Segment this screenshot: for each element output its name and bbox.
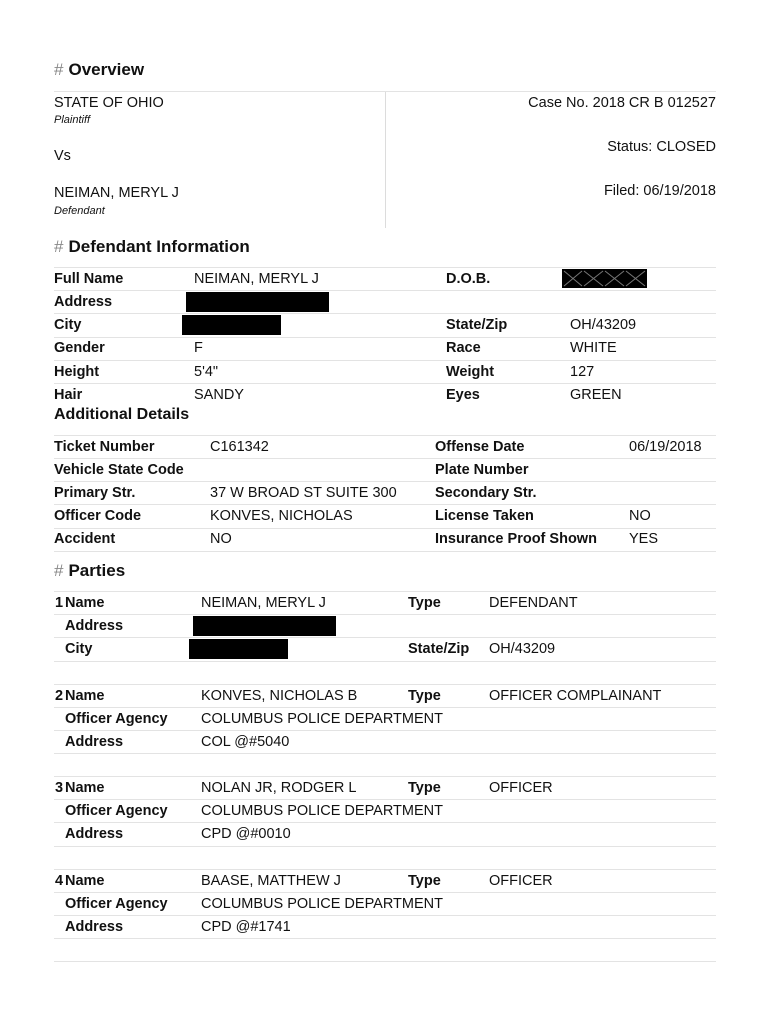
label-license-taken: License Taken <box>435 508 534 524</box>
redacted-city <box>182 315 281 335</box>
label-height: Height <box>54 364 100 380</box>
value-accident: NO <box>210 531 232 547</box>
value-state-zip: OH/43209 <box>570 317 637 333</box>
party-4-address: CPD @#1741 <box>201 919 291 935</box>
label-hair: Hair <box>54 387 83 403</box>
value-officer-code: KONVES, NICHOLAS <box>210 508 353 524</box>
party-3-agency: COLUMBUS POLICE DEPARTMENT <box>201 803 443 819</box>
hash-icon: # <box>54 237 64 256</box>
party-3-number: 3 <box>55 780 64 796</box>
party-1-state-zip: OH/43209 <box>489 641 556 657</box>
label-plate-number: Plate Number <box>435 462 529 478</box>
party-4-label-type: Type <box>408 873 441 889</box>
label-full-name: Full Name <box>54 271 124 287</box>
party-1-number: 1 <box>55 595 64 611</box>
value-full-name: NEIMAN, MERYL J <box>194 271 319 287</box>
party-3-type: OFFICER <box>489 780 553 796</box>
defendant-info-heading: # Defendant Information <box>54 237 250 256</box>
party-4-label-address: Address <box>65 919 124 935</box>
party-4-name: BAASE, MATTHEW J <box>201 873 341 889</box>
case-number: Case No. 2018 CR B 012527 <box>528 95 716 111</box>
label-dob: D.O.B. <box>446 271 491 287</box>
plaintiff-role: Plaintiff <box>54 114 91 126</box>
value-hair: SANDY <box>194 387 244 403</box>
value-primary-street: 37 W BROAD ST SUITE 300 <box>210 485 397 501</box>
overview-heading: # Overview <box>54 60 145 79</box>
redacted-dob <box>562 269 647 288</box>
label-state-zip: State/Zip <box>446 317 508 333</box>
plaintiff-name: STATE OF OHIO <box>54 95 164 111</box>
label-insurance-proof: Insurance Proof Shown <box>435 531 597 547</box>
defendant-role: Defendant <box>54 205 105 217</box>
party-2-name: KONVES, NICHOLAS B <box>201 688 358 704</box>
party-1-type: DEFENDANT <box>489 595 578 611</box>
label-weight: Weight <box>446 364 495 380</box>
label-primary-street: Primary Str. <box>54 485 136 501</box>
additional-details-heading: Additional Details <box>54 406 190 423</box>
case-status: Status: CLOSED <box>607 139 716 155</box>
label-officer-code: Officer Code <box>54 508 142 524</box>
filed-date: Filed: 06/19/2018 <box>603 183 716 199</box>
value-ticket-number: C161342 <box>210 439 269 455</box>
value-weight: 127 <box>570 364 595 380</box>
parties-heading: # Parties <box>54 561 126 580</box>
value-offense-date: 06/19/2018 <box>629 439 702 455</box>
party-3-label-address: Address <box>65 826 124 842</box>
party-1-label-city: City <box>65 641 93 657</box>
value-race: WHITE <box>570 340 617 356</box>
hash-icon: # <box>54 60 64 79</box>
party-2-number: 2 <box>55 688 64 704</box>
party-3-label-type: Type <box>408 780 441 796</box>
label-city: City <box>54 317 82 333</box>
party-3-address: CPD @#0010 <box>201 826 291 842</box>
party-2-address: COL @#5040 <box>201 734 290 750</box>
party-1-label-state-zip: State/Zip <box>408 641 470 657</box>
party-2-agency: COLUMBUS POLICE DEPARTMENT <box>201 711 443 727</box>
label-address: Address <box>54 294 113 310</box>
party-1-redacted-city <box>189 639 288 659</box>
versus-label: Vs <box>54 148 71 164</box>
value-eyes: GREEN <box>570 387 622 403</box>
party-3-label-name: Name <box>65 780 105 796</box>
label-secondary-street: Secondary Str. <box>435 485 537 501</box>
party-4-label-agency: Officer Agency <box>65 896 168 912</box>
value-insurance-proof: YES <box>629 531 659 547</box>
label-accident: Accident <box>54 531 116 547</box>
party-2-label-agency: Officer Agency <box>65 711 168 727</box>
label-race: Race <box>446 340 481 356</box>
redaction-marks-icon <box>562 269 647 288</box>
redacted-address <box>186 292 329 312</box>
value-height: 5'4" <box>194 364 219 380</box>
value-license-taken: NO <box>629 508 651 524</box>
party-2-label-name: Name <box>65 688 105 704</box>
party-1-name: NEIMAN, MERYL J <box>201 595 326 611</box>
party-1-label-name: Name <box>65 595 105 611</box>
party-4-number: 4 <box>55 873 64 889</box>
label-vehicle-state-code: Vehicle State Code <box>54 462 184 478</box>
party-2-label-type: Type <box>408 688 441 704</box>
party-2-label-address: Address <box>65 734 124 750</box>
party-1-label-type: Type <box>408 595 441 611</box>
value-gender: F <box>194 340 203 356</box>
label-eyes: Eyes <box>446 387 480 403</box>
party-4-type: OFFICER <box>489 873 553 889</box>
hash-icon: # <box>54 561 64 580</box>
party-4-label-name: Name <box>65 873 105 889</box>
party-1-label-address: Address <box>65 618 124 634</box>
party-4-agency: COLUMBUS POLICE DEPARTMENT <box>201 896 443 912</box>
party-3-label-agency: Officer Agency <box>65 803 168 819</box>
party-1-redacted-address <box>193 616 336 636</box>
party-2-type: OFFICER COMPLAINANT <box>489 688 662 704</box>
party-3-name: NOLAN JR, RODGER L <box>201 780 357 796</box>
label-ticket-number: Ticket Number <box>54 439 155 455</box>
label-gender: Gender <box>54 340 105 356</box>
defendant-name: NEIMAN, MERYL J <box>54 185 179 201</box>
label-offense-date: Offense Date <box>435 439 525 455</box>
